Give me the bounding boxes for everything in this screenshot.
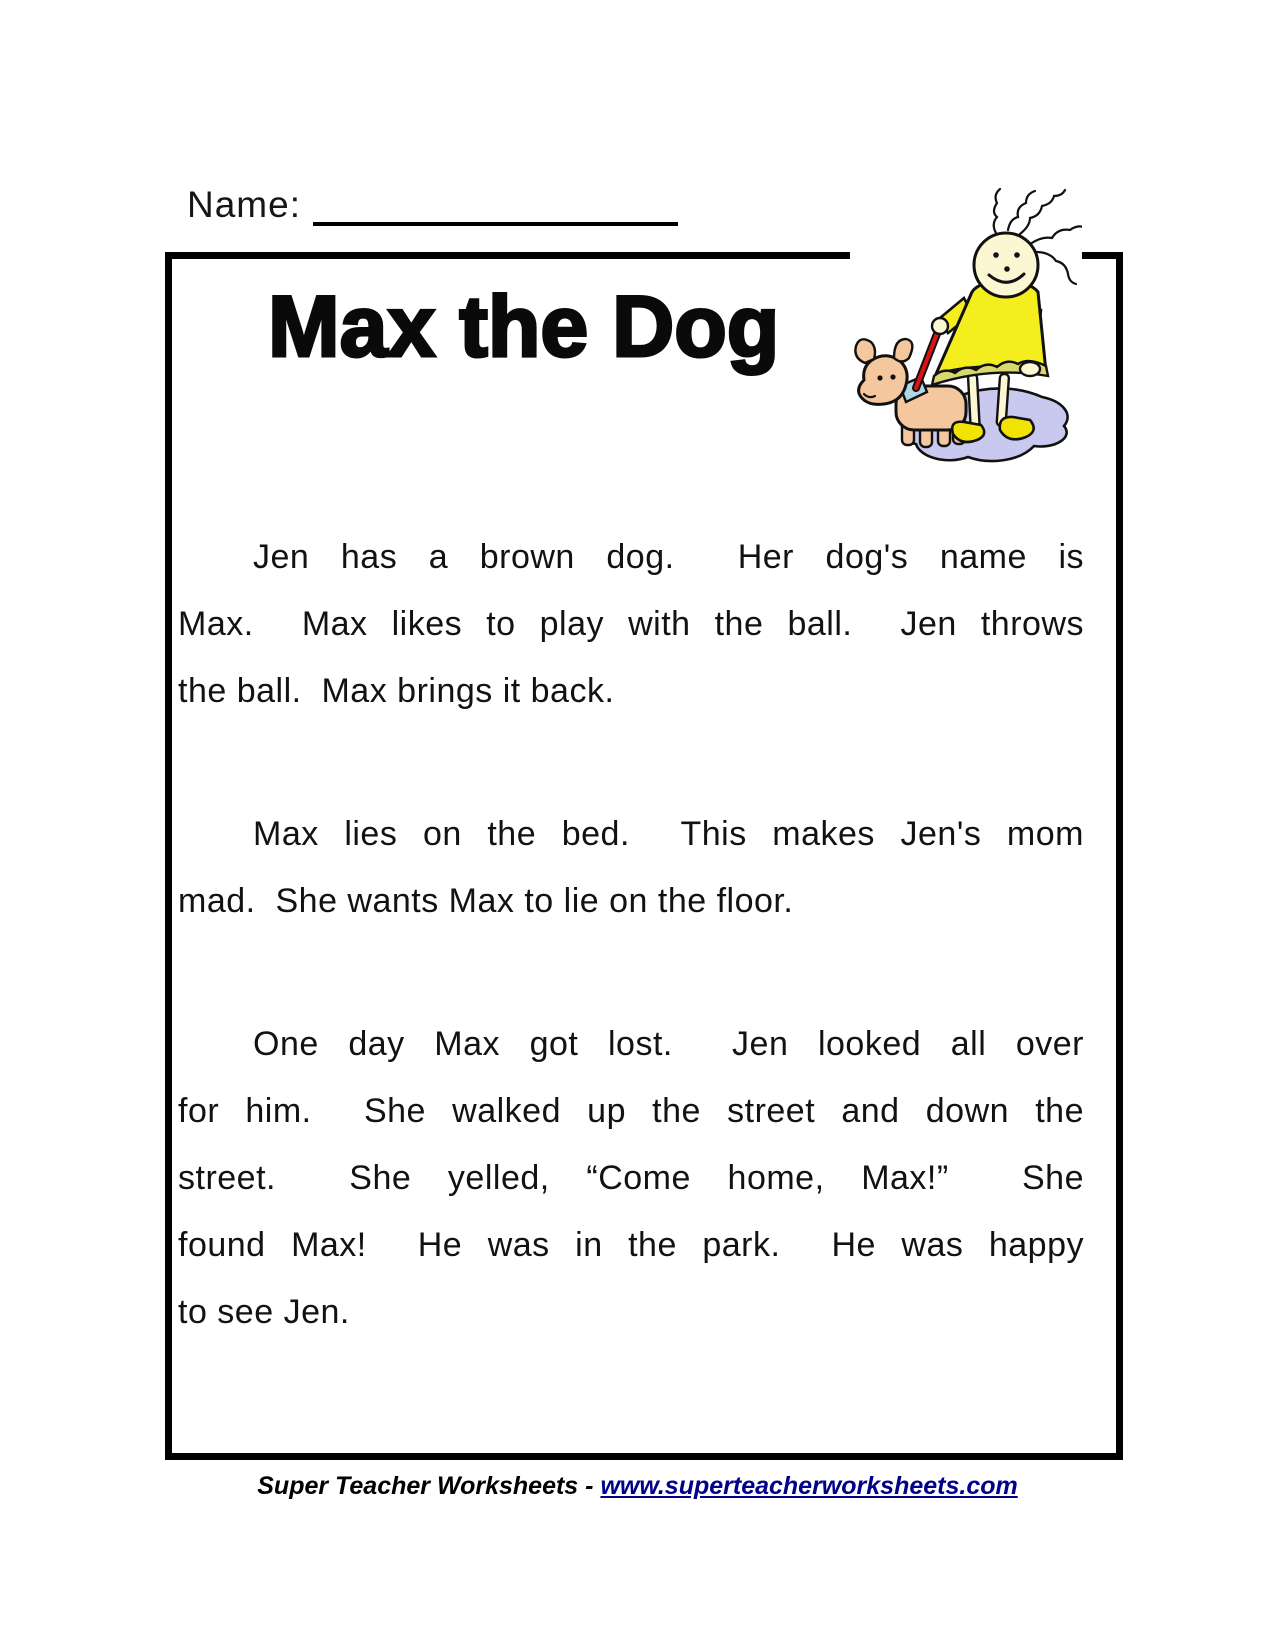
- name-row: [187, 184, 678, 226]
- story-paragraph: [178, 801, 1084, 935]
- story-line: street. She yelled, “Come home, Max!” She: [178, 1159, 1084, 1197]
- name-blank-line[interactable]: [313, 186, 678, 226]
- story: [178, 524, 1084, 1346]
- page-title: Max the Dog: [268, 279, 780, 375]
- story-line: mad. She wants Max to lie on the floor.: [178, 882, 794, 920]
- footer-text: Super Teacher Worksheets -: [257, 1472, 601, 1500]
- name-label: Name:: [187, 184, 301, 225]
- story-line: to see Jen.: [178, 1293, 350, 1331]
- footer: [0, 1472, 1275, 1501]
- girl-walking-dog-illustration: [850, 176, 1082, 470]
- story-paragraph: [178, 524, 1084, 725]
- story-line: Jen has a brown dog. Her dog's name is: [253, 538, 1084, 576]
- story-line: for him. She walked up the street and down the: [178, 1092, 1084, 1130]
- story-line: Max. Max likes to play with the ball. Jen throws: [178, 605, 1084, 643]
- story-line: found Max! He was in the park. He was happy: [178, 1226, 1084, 1264]
- story-line: Max lies on the bed. This makes Jen's mom: [253, 815, 1084, 853]
- story-paragraph: [178, 1011, 1084, 1346]
- footer-link[interactable]: www.superteacherworksheets.com: [600, 1472, 1018, 1500]
- story-line: the ball. Max brings it back.: [178, 672, 615, 710]
- story-line: One day Max got lost. Jen looked all over: [253, 1025, 1084, 1063]
